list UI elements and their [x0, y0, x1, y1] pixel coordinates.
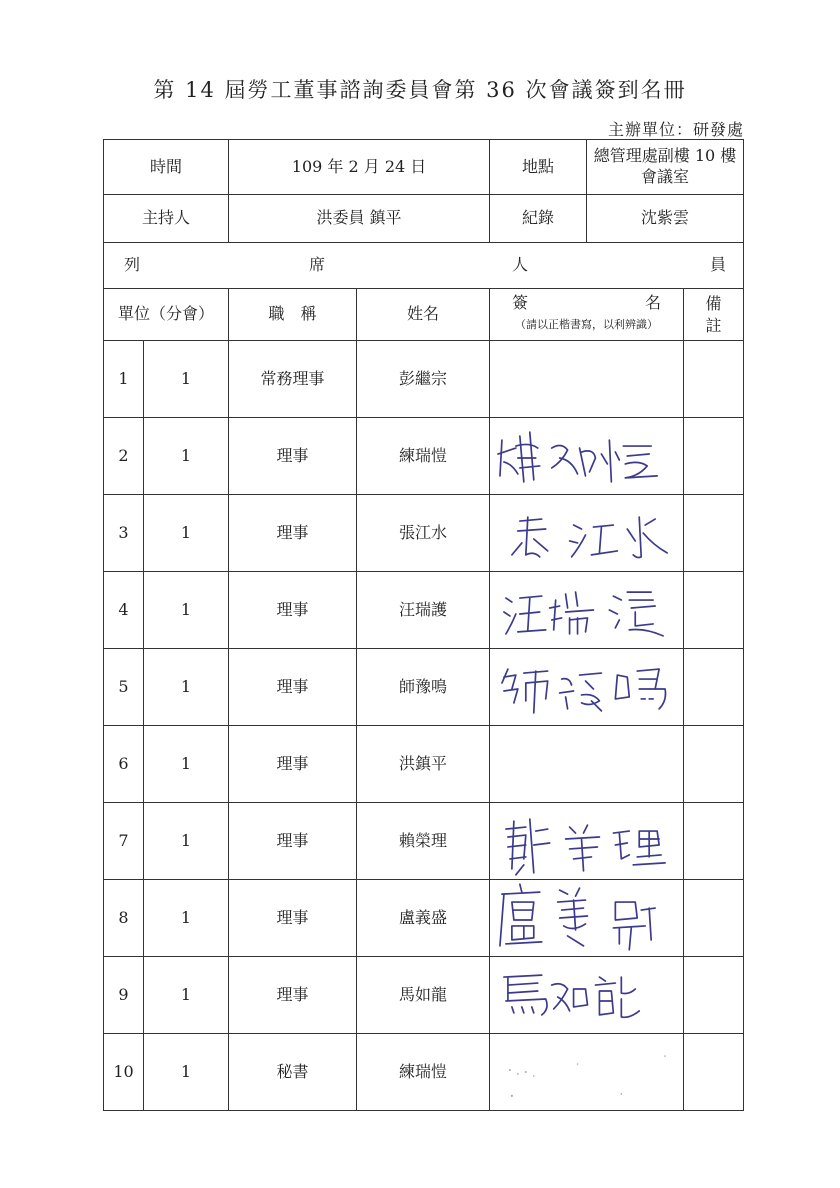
signature-cell[interactable]: [490, 880, 684, 957]
row-name: 彭繼宗: [357, 341, 490, 418]
attendance-char-4: 員: [710, 255, 727, 274]
row-branch: 1: [144, 649, 229, 726]
table-row: [104, 572, 744, 649]
signature-cell[interactable]: [490, 649, 684, 726]
remark-cell[interactable]: [684, 341, 744, 418]
signature-cell[interactable]: [490, 726, 684, 803]
row-position: 理事: [229, 957, 357, 1034]
row-branch: 1: [144, 880, 229, 957]
row-number: 6: [104, 726, 144, 803]
handwritten-signature: [490, 957, 683, 1033]
row-name: 師豫鳴: [357, 649, 490, 726]
col-signature-header: [490, 289, 684, 341]
row-position: 理事: [229, 880, 357, 957]
handwritten-signature: [490, 572, 683, 648]
host-label: 主持人: [104, 195, 229, 243]
meeting-info-row-host: [104, 195, 744, 243]
handwritten-signature: [490, 803, 683, 879]
document-title: 第 14 屆勞工董事諮詢委員會第 36 次會議簽到名冊: [153, 78, 687, 102]
column-header-row: [104, 289, 744, 341]
handwritten-signature: [490, 418, 683, 494]
sign-header-char-2: 名: [645, 293, 662, 312]
remark-cell[interactable]: [684, 418, 744, 495]
attendance-char-1: 列: [124, 255, 141, 274]
table-row: [104, 880, 744, 957]
row-name: 洪鎮平: [357, 726, 490, 803]
row-position: 理事: [229, 495, 357, 572]
row-number: 9: [104, 957, 144, 1034]
table-row: [104, 957, 744, 1034]
attendance-header-row: [104, 243, 744, 289]
row-name: 賴榮理: [357, 803, 490, 880]
row-number: 4: [104, 572, 144, 649]
time-value: 109 年 2 月 24 日: [229, 140, 490, 195]
signature-cell[interactable]: [490, 572, 684, 649]
table-row: [104, 1034, 744, 1111]
signature-cell[interactable]: [490, 803, 684, 880]
table-row: [104, 803, 744, 880]
recorder-label: 紀錄: [490, 195, 587, 243]
faint-marks: [490, 1034, 683, 1110]
organizer-label: 主辦單位：研發處: [607, 120, 744, 139]
remark-cell[interactable]: [684, 957, 744, 1034]
col-unit-header: 單位（分會）: [104, 289, 229, 341]
col-name-header: 姓名: [357, 289, 490, 341]
row-number: 10: [104, 1034, 144, 1111]
handwritten-signature: [490, 880, 683, 956]
attendance-char-3: 人: [512, 255, 529, 274]
col-remark-header: [684, 289, 744, 341]
row-position: 理事: [229, 726, 357, 803]
row-branch: 1: [144, 957, 229, 1034]
row-number: 1: [104, 341, 144, 418]
row-number: 7: [104, 803, 144, 880]
sign-header-note: （請以正楷書寫，以利辨識）: [515, 318, 659, 331]
place-value: [587, 140, 744, 195]
attendance-header: [104, 243, 744, 289]
remark-cell[interactable]: [684, 649, 744, 726]
row-branch: 1: [144, 572, 229, 649]
row-name: 練瑞愷: [357, 418, 490, 495]
table-row: [104, 726, 744, 803]
sign-header-char-1: 簽: [512, 293, 529, 312]
row-position: 理事: [229, 803, 357, 880]
meeting-info-row-time: [104, 140, 744, 195]
handwritten-signature: [490, 495, 683, 571]
remark-header-line1: 備: [705, 293, 722, 313]
row-position: 理事: [229, 418, 357, 495]
time-label: 時間: [104, 140, 229, 195]
signature-cell[interactable]: [490, 495, 684, 572]
place-value-line1: 總管理處副樓 10 樓: [593, 146, 737, 166]
remark-cell[interactable]: [684, 726, 744, 803]
signature-cell[interactable]: [490, 418, 684, 495]
row-branch: 1: [144, 726, 229, 803]
row-position: 理事: [229, 572, 357, 649]
handwritten-signature: [490, 649, 683, 725]
row-number: 8: [104, 880, 144, 957]
row-name: 張江水: [357, 495, 490, 572]
place-value-line2: 會議室: [641, 167, 690, 186]
row-position: 常務理事: [229, 341, 357, 418]
signature-cell[interactable]: [490, 341, 684, 418]
remark-cell[interactable]: [684, 1034, 744, 1111]
remark-cell[interactable]: [684, 495, 744, 572]
remark-header-line2: 註: [705, 315, 722, 335]
attendance-char-2: 席: [309, 255, 326, 274]
remark-cell[interactable]: [684, 803, 744, 880]
row-branch: 1: [144, 418, 229, 495]
row-branch: 1: [144, 341, 229, 418]
row-number: 3: [104, 495, 144, 572]
row-branch: 1: [144, 803, 229, 880]
table-row: [104, 495, 744, 572]
remark-cell[interactable]: [684, 880, 744, 957]
table-row: [104, 418, 744, 495]
row-name: 盧義盛: [357, 880, 490, 957]
signature-cell[interactable]: [490, 1034, 684, 1111]
table-row: [104, 649, 744, 726]
row-branch: 1: [144, 495, 229, 572]
row-name: 練瑞愷: [357, 1034, 490, 1111]
row-number: 5: [104, 649, 144, 726]
row-number: 2: [104, 418, 144, 495]
col-position-header: 職 稱: [229, 289, 357, 341]
row-position: 理事: [229, 649, 357, 726]
table-row: [104, 341, 744, 418]
signature-cell[interactable]: [490, 957, 684, 1034]
place-label: 地點: [490, 140, 587, 195]
host-value: 洪委員 鎮平: [229, 195, 490, 243]
row-position: 秘書: [229, 1034, 357, 1111]
recorder-value: 沈紫雲: [587, 195, 744, 243]
row-branch: 1: [144, 1034, 229, 1111]
remark-cell[interactable]: [684, 572, 744, 649]
row-name: 汪瑞護: [357, 572, 490, 649]
row-name: 馬如龍: [357, 957, 490, 1034]
sign-in-table: [103, 139, 744, 1111]
